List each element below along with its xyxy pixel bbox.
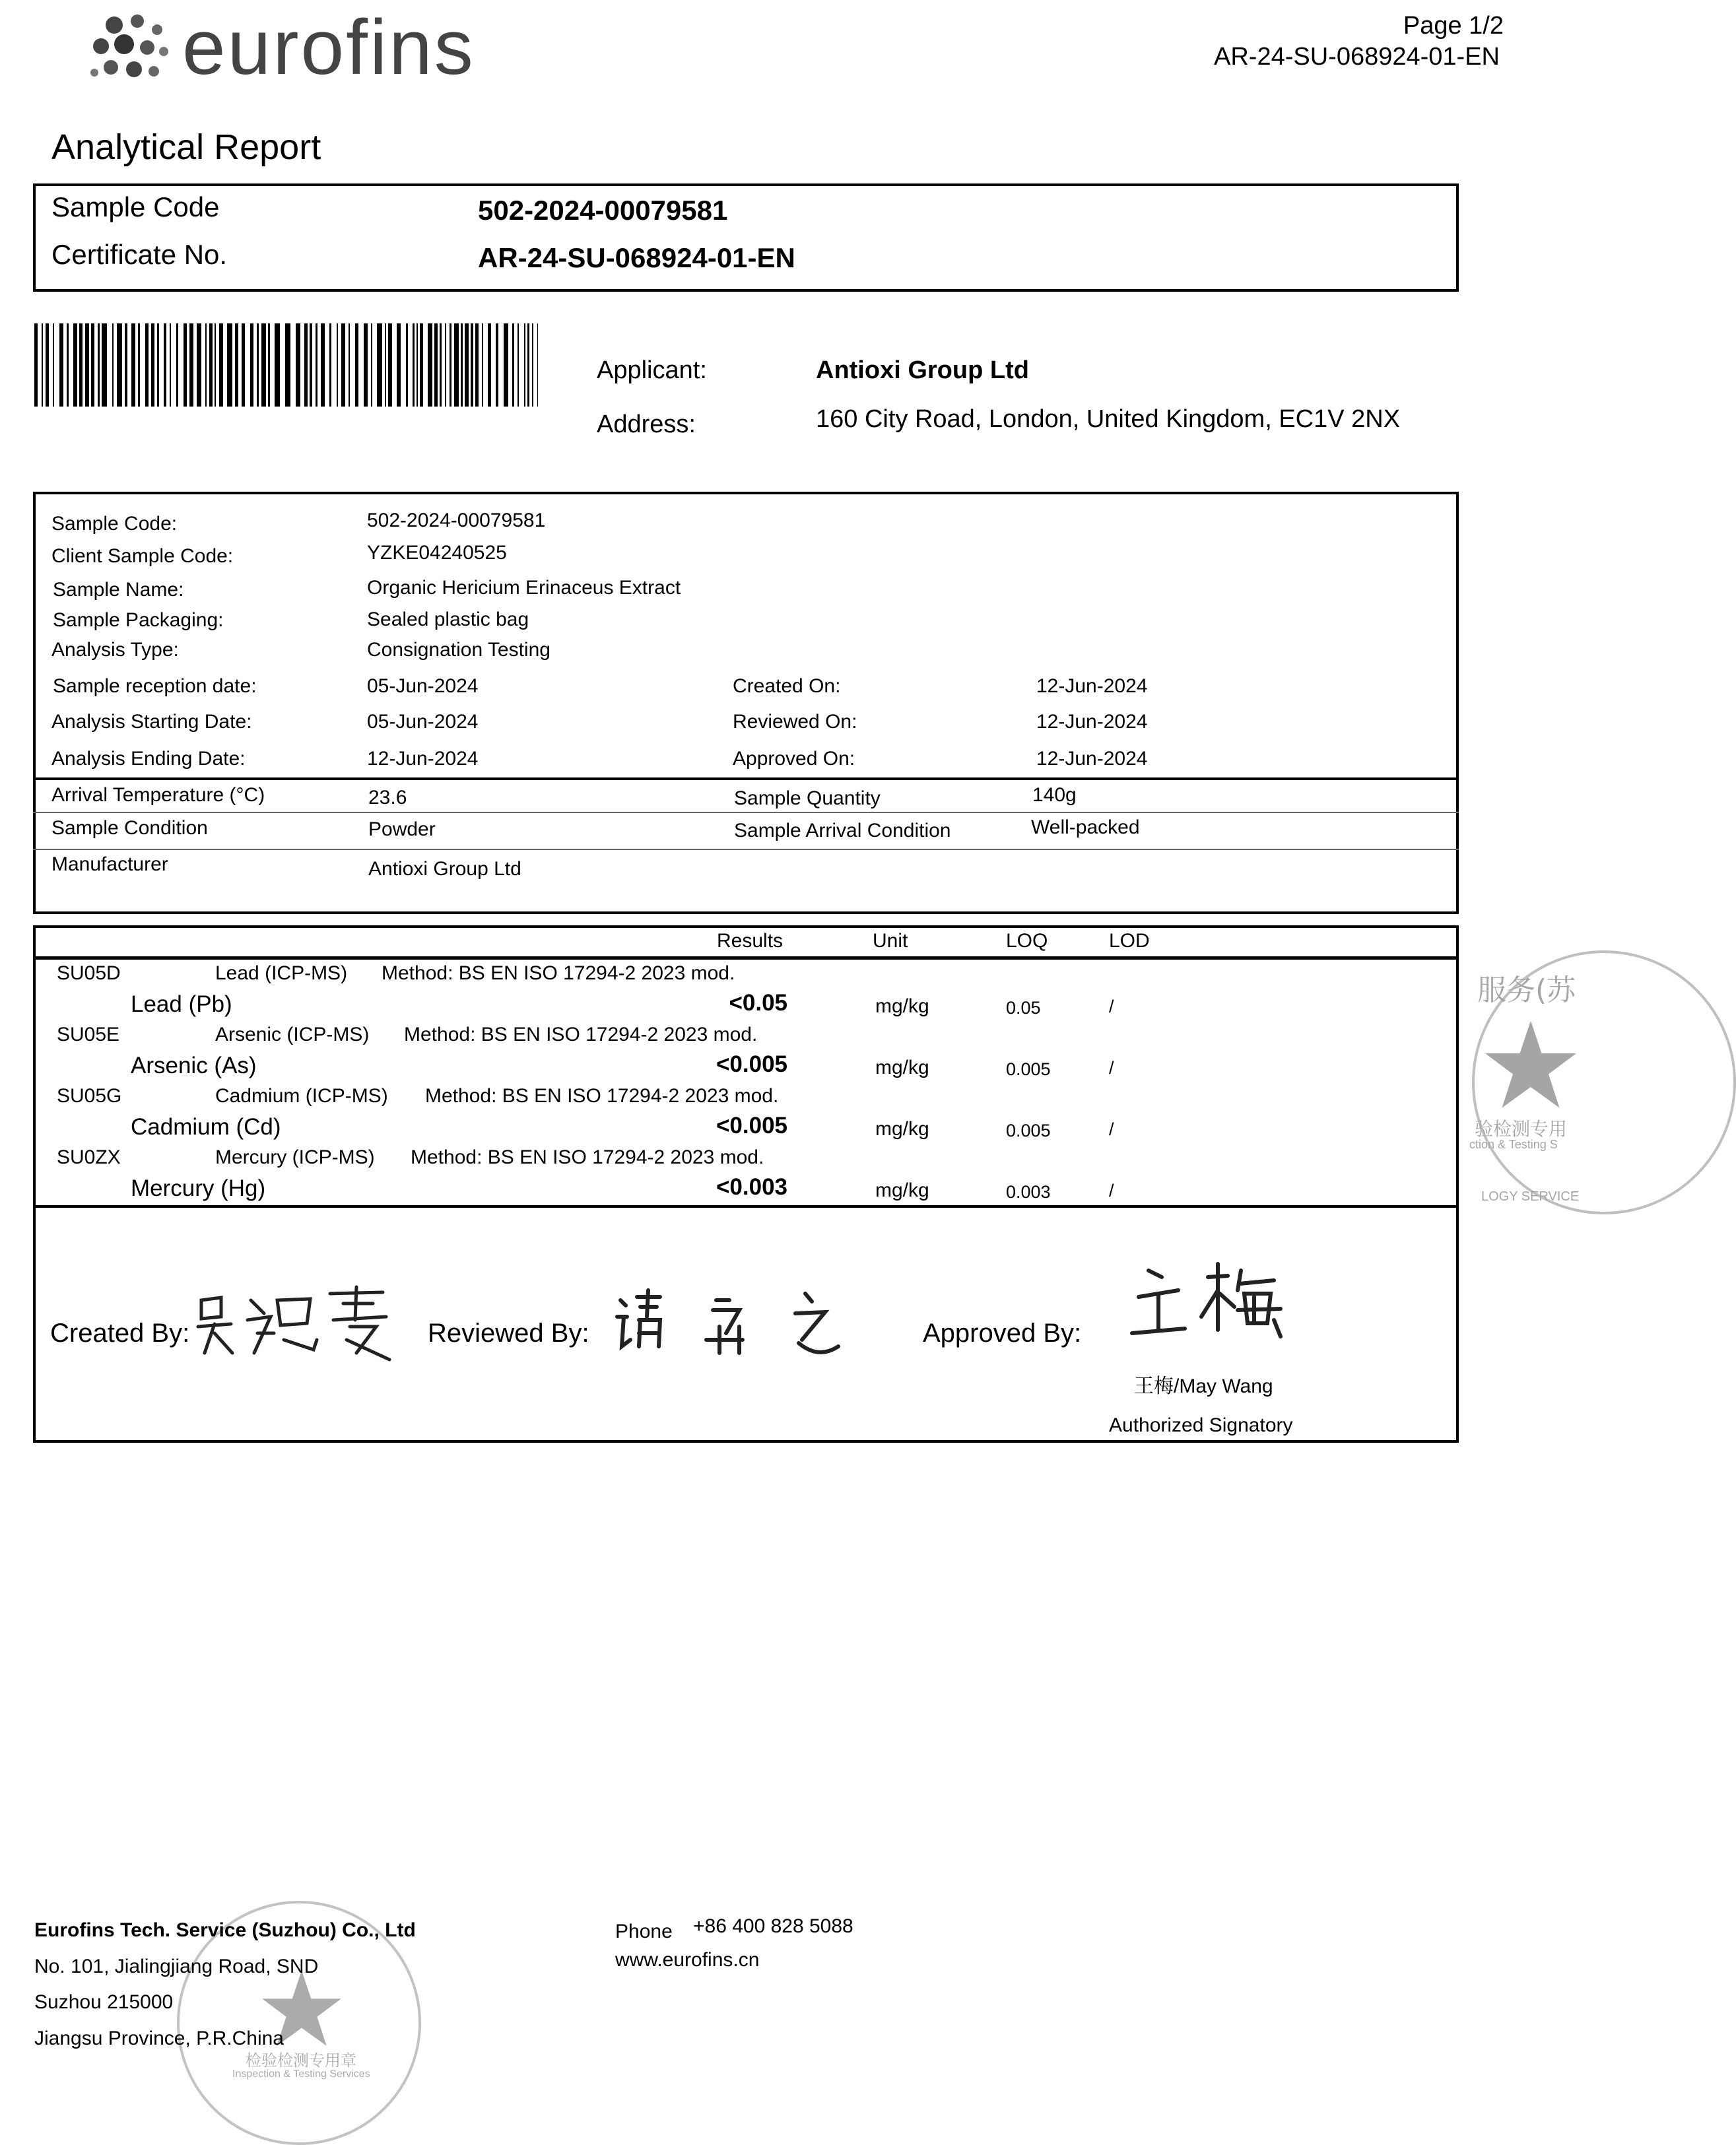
created-on-label: Created On:: [733, 675, 841, 697]
reception-label: Sample reception date:: [53, 675, 257, 697]
footer-address3: Jiangsu Province, P.R.China: [34, 2028, 284, 2049]
barcode-bar: [242, 323, 245, 407]
barcode-bar: [275, 323, 280, 407]
barcode-bar: [329, 323, 331, 407]
analysis-type: Consignation Testing: [367, 639, 551, 661]
side-seal-cn-mid: 验检测专用: [1475, 1118, 1568, 1140]
arrival-temp-label: Arrival Temperature (°C): [51, 784, 265, 806]
condition: Powder: [368, 818, 436, 840]
side-seal-en-mid: ction & Testing S: [1469, 1138, 1558, 1151]
barcode-bar: [450, 323, 451, 407]
barcode-bar: [428, 323, 432, 407]
result-lod: /: [1109, 1119, 1114, 1139]
barcode-bar: [349, 323, 350, 407]
barcode-bar: [184, 323, 187, 407]
barcode-bar: [454, 323, 459, 407]
top-sample-code: 502-2024-00079581: [478, 195, 728, 226]
arrival-condition: Well-packed: [1031, 816, 1140, 838]
barcode-bar: [209, 323, 213, 407]
footer-seal-en: Inspection & Testing Services: [232, 2068, 370, 2080]
test-code: SU05D: [57, 962, 121, 984]
barcode-bar: [219, 323, 223, 407]
result-lod: /: [1109, 1058, 1114, 1078]
barcode-bar: [205, 323, 207, 407]
page-number: Page 1/2: [1403, 12, 1504, 40]
end-date-label: Analysis Ending Date:: [51, 748, 246, 770]
quantity-label: Sample Quantity: [734, 787, 881, 809]
created-by-signature: [191, 1280, 403, 1373]
result-lod: /: [1109, 1181, 1114, 1201]
test-name: Lead (ICP-MS): [215, 962, 348, 984]
barcode-bar: [285, 323, 290, 407]
barcode-bar: [337, 323, 338, 407]
barcode-bar: [512, 323, 514, 407]
result-unit: mg/kg: [875, 995, 929, 1017]
barcode-bar: [164, 323, 166, 407]
sample-code-box: [33, 183, 1459, 292]
test-method: Method: BS EN ISO 17294-2 2023 mod.: [382, 962, 735, 984]
analyte-name: Cadmium (Cd): [131, 1114, 281, 1140]
approved-on-label: Approved On:: [733, 748, 855, 770]
barcode-bar: [296, 323, 300, 407]
barcode-bar: [227, 323, 232, 407]
barcode-bar: [67, 323, 69, 407]
barcode-bar: [131, 323, 135, 407]
website-link[interactable]: www.eurofins.cn: [615, 1949, 760, 1971]
barcode-bar: [524, 323, 525, 407]
end-date: 12-Jun-2024: [367, 748, 479, 770]
barcode-bar: [157, 323, 159, 407]
packaging-label: Sample Packaging:: [53, 609, 224, 631]
barcode-bar: [371, 323, 372, 407]
side-seal-stamp: [1469, 950, 1736, 1214]
info-sample-code: 502-2024-00079581: [367, 510, 546, 531]
results-header-rule: [33, 956, 1459, 960]
test-name: Cadmium (ICP-MS): [215, 1085, 388, 1107]
barcode-bar: [413, 323, 415, 407]
barcode-bar: [397, 323, 401, 407]
address-label: Address:: [597, 411, 696, 438]
barcode-bar: [504, 323, 508, 407]
reviewed-by-label: Reviewed By:: [428, 1319, 589, 1348]
result-loq: 0.005: [1006, 1059, 1051, 1079]
packaging: Sealed plastic bag: [367, 609, 529, 630]
test-method: Method: BS EN ISO 17294-2 2023 mod.: [411, 1146, 764, 1168]
start-date-label: Analysis Starting Date:: [51, 711, 252, 733]
info-divider-thin: [33, 812, 1459, 813]
barcode-bar: [112, 323, 114, 407]
footer-company: Eurofins Tech. Service (Suzhou) Co., Ltd: [34, 1919, 416, 1941]
barcode-bar: [250, 323, 253, 407]
results-header: Results: [717, 930, 784, 952]
barcode-bar: [471, 323, 473, 407]
result-value: <0.003: [716, 1174, 787, 1200]
barcode-bar: [257, 323, 259, 407]
barcode-bar: [496, 323, 498, 407]
barcode-bar: [189, 323, 193, 407]
barcode-bar: [85, 323, 89, 407]
footer-seal-cn: 检验检测专用章: [246, 2051, 356, 2070]
test-method: Method: BS EN ISO 17294-2 2023 mod.: [425, 1085, 779, 1107]
result-unit: mg/kg: [875, 1118, 929, 1140]
barcode-bar: [53, 323, 54, 407]
info-sample-code-label: Sample Code:: [51, 513, 178, 535]
brand-name: eurofins: [182, 4, 475, 91]
barcode-bar: [46, 323, 49, 407]
result-loq: 0.005: [1006, 1121, 1051, 1140]
eurofins-dots-icon: [84, 7, 170, 92]
barcode-bar: [102, 323, 107, 407]
barcode-bar: [34, 323, 38, 407]
barcode-bar: [235, 323, 238, 407]
barcode-bar: [117, 323, 122, 407]
barcode-bar: [151, 323, 154, 407]
reviewed-by-signature: [607, 1287, 858, 1379]
result-unit: mg/kg: [875, 1057, 929, 1078]
barcode-bar: [138, 323, 140, 407]
barcode-bar: [268, 323, 270, 407]
created-by-label: Created By:: [50, 1319, 190, 1348]
barcode-bar: [537, 323, 538, 407]
test-name: Arsenic (ICP-MS): [215, 1024, 370, 1045]
applicant-address: 160 City Road, London, United Kingdom, EC1V 2NX: [816, 405, 1401, 433]
star-icon: [1481, 1016, 1580, 1115]
barcode-bar: [341, 323, 345, 407]
barcode-bar: [475, 323, 479, 407]
arrival-condition-label: Sample Arrival Condition: [734, 820, 951, 842]
barcode-bar: [304, 323, 308, 407]
barcode-bar: [461, 323, 463, 407]
footer-address1: No. 101, Jialingjiang Road, SND: [34, 1956, 319, 1977]
client-code-label: Client Sample Code:: [51, 545, 234, 567]
test-code: SU05G: [57, 1085, 122, 1107]
barcode-bar: [406, 323, 408, 407]
sample-name: Organic Hericium Erinaceus Extract: [367, 577, 681, 599]
sample-info-box: [33, 492, 1459, 914]
side-seal-en-bottom: LOGY SERVICE: [1481, 1189, 1580, 1204]
barcode-bar: [321, 323, 325, 407]
barcode-bar: [527, 323, 529, 407]
barcode-bar: [310, 323, 312, 407]
barcode-bar: [517, 323, 519, 407]
barcode: [33, 323, 541, 407]
barcode-bar: [73, 323, 77, 407]
approved-on: 12-Jun-2024: [1036, 748, 1148, 770]
barcode-bar: [316, 323, 317, 407]
barcode-bar: [417, 323, 418, 407]
barcode-bar: [440, 323, 442, 407]
arrival-temp: 23.6: [368, 787, 407, 808]
result-unit: mg/kg: [875, 1179, 929, 1201]
barcode-bar: [215, 323, 216, 407]
approved-by-signature: [1122, 1257, 1300, 1363]
barcode-bar: [377, 323, 382, 407]
analyte-name: Lead (Pb): [131, 991, 232, 1017]
barcode-bar: [176, 323, 178, 407]
info-divider-thin: [33, 849, 1459, 850]
sample-name-label: Sample Name:: [53, 579, 184, 601]
barcode-bar: [482, 323, 483, 407]
result-value: <0.005: [716, 1051, 787, 1077]
barcode-bar: [170, 323, 171, 407]
page-title: Analytical Report: [51, 127, 321, 167]
barcode-bar: [59, 323, 63, 407]
barcode-bar: [445, 323, 446, 407]
applicant-label: Applicant:: [597, 356, 707, 384]
barcode-bar: [388, 323, 392, 407]
footer-address2: Suzhou 215000: [34, 1991, 174, 2013]
test-code: SU0ZX: [57, 1146, 121, 1168]
start-date: 05-Jun-2024: [367, 711, 479, 733]
client-code: YZKE04240525: [367, 542, 507, 564]
info-divider: [33, 777, 1459, 780]
phone-number: +86 400 828 5088: [693, 1915, 853, 1937]
condition-label: Sample Condition: [51, 817, 208, 839]
quantity: 140g: [1032, 784, 1077, 806]
test-method: Method: BS EN ISO 17294-2 2023 mod.: [404, 1024, 758, 1045]
approved-by-label: Approved By:: [923, 1319, 1082, 1348]
barcode-bar: [145, 323, 149, 407]
reviewed-on-label: Reviewed On:: [733, 711, 857, 733]
result-loq: 0.003: [1006, 1182, 1051, 1202]
result-value: <0.05: [729, 990, 787, 1016]
barcode-bar: [42, 323, 43, 407]
barcode-bar: [261, 323, 266, 407]
loq-header: LOQ: [1006, 930, 1048, 952]
applicant-name: Antioxi Group Ltd: [816, 356, 1029, 384]
barcode-bar: [434, 323, 438, 407]
result-loq: 0.05: [1006, 998, 1041, 1018]
barcode-bar: [355, 323, 358, 407]
manufacturer: Antioxi Group Ltd: [368, 858, 521, 880]
header-cert-ref: AR-24-SU-068924-01-EN: [1214, 43, 1500, 71]
unit-header: Unit: [873, 930, 908, 952]
barcode-bar: [98, 323, 100, 407]
top-sample-code-label: Sample Code: [51, 191, 220, 222]
barcode-bar: [420, 323, 423, 407]
side-seal-cn-top: 服务(苏: [1477, 974, 1576, 1007]
created-on: 12-Jun-2024: [1036, 675, 1148, 697]
result-lod: /: [1109, 997, 1114, 1016]
barcode-bar: [197, 323, 201, 407]
barcode-bar: [79, 323, 83, 407]
top-certificate-label: Certificate No.: [51, 239, 228, 270]
analyte-name: Arsenic (As): [131, 1053, 257, 1078]
analyte-name: Mercury (Hg): [131, 1175, 266, 1201]
approver-title: Authorized Signatory: [1109, 1414, 1293, 1436]
reception-date: 05-Jun-2024: [367, 675, 479, 697]
barcode-bar: [91, 323, 94, 407]
approver-name: 王梅/May Wang: [1134, 1375, 1273, 1397]
manufacturer-label: Manufacturer: [51, 853, 168, 875]
barcode-bar: [532, 323, 533, 407]
barcode-bar: [125, 323, 127, 407]
reviewed-on: 12-Jun-2024: [1036, 711, 1148, 733]
barcode-bar: [465, 323, 469, 407]
result-value: <0.005: [716, 1113, 787, 1138]
phone-label: Phone: [615, 1921, 673, 1942]
barcode-bar: [488, 323, 491, 407]
barcode-bar: [364, 323, 368, 407]
test-code: SU05E: [57, 1024, 120, 1045]
test-name: Mercury (ICP-MS): [215, 1146, 375, 1168]
barcode-bar: [385, 323, 386, 407]
analysis-type-label: Analysis Type:: [51, 639, 179, 661]
lod-header: LOD: [1109, 930, 1150, 952]
top-certificate-no: AR-24-SU-068924-01-EN: [478, 242, 795, 273]
